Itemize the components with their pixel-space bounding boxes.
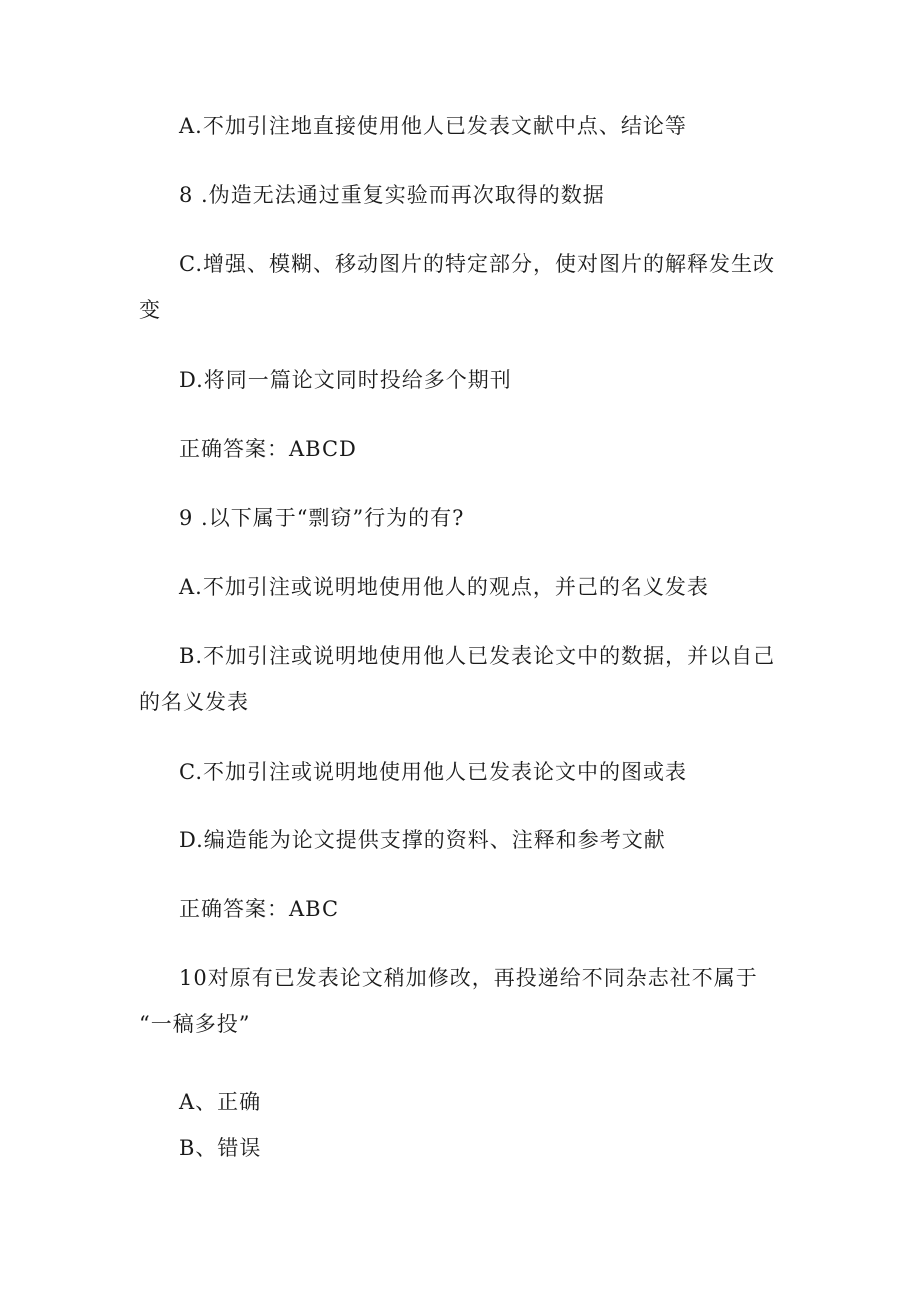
question-9: 9 .以下属于“剽窃”行为的有? [179,506,465,530]
option-c-q9: C.不加引注或说明地使用他人已发表论文中的图或表 [179,760,687,784]
option-b-q10: B、错误 [179,1136,262,1160]
option-a-q8: A.不加引注地直接使用他人已发表文献中点、结论等 [179,114,687,138]
option-b-q8: 8 .伪造无法通过重复实验而再次取得的数据 [179,183,605,207]
answer-q9: 正确答案：ABC [179,897,340,921]
option-c-q8-continued: 变 [139,298,161,322]
option-c-q8: C.增强、模糊、移动图片的特定部分，使对图片的解释发生改 [179,252,775,276]
answer-q8: 正确答案：ABCD [179,437,357,461]
option-a-q10: A、正确 [179,1090,262,1114]
option-b-q9: B.不加引注或说明地使用他人已发表论文中的数据，并以自己 [179,644,776,668]
option-b-q9-continued: 的名义发表 [139,690,249,714]
option-a-q9: A.不加引注或说明地使用他人的观点，并己的名义发表 [179,575,709,599]
option-d-q9: D.编造能为论文提供支撑的资料、注释和参考文献 [179,828,666,852]
question-10-continued: “一稿多投” [139,1012,251,1036]
question-10: 10对原有已发表论文稍加修改，再投递给不同杂志社不属于 [179,966,758,990]
option-d-q8: D.将同一篇论文同时投给多个期刊 [179,368,512,392]
